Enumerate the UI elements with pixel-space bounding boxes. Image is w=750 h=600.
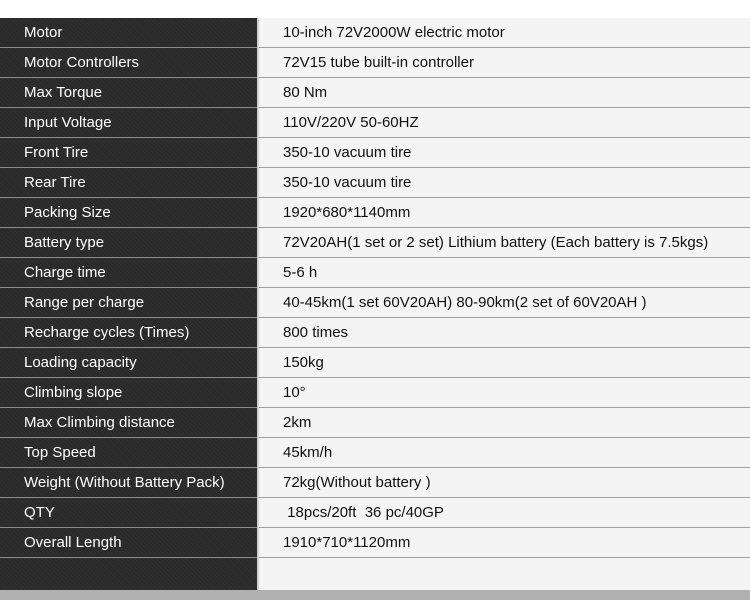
spec-label-motor-controllers: Motor Controllers bbox=[0, 48, 257, 78]
spec-value-max-torque: 80 Nm bbox=[259, 78, 750, 108]
spec-value-recharge-cycles: 800 times bbox=[259, 318, 750, 348]
spec-value-range-per-charge: 40-45km(1 set 60V20AH) 80-90km(2 set of 60V20AH ) bbox=[259, 288, 750, 318]
spec-label-max-torque: Max Torque bbox=[0, 78, 257, 108]
spec-value-weight: 72kg(Without battery ) bbox=[259, 468, 750, 498]
spec-label-weight: Weight (Without Battery Pack) bbox=[0, 468, 257, 498]
spec-table bbox=[0, 18, 750, 590]
spec-value-climbing-slope: 10° bbox=[259, 378, 750, 408]
spec-label-overall-length: Overall Length bbox=[0, 528, 257, 558]
spec-value-front-tire: 350-10 vacuum tire bbox=[259, 138, 750, 168]
bottom-border bbox=[0, 590, 750, 600]
spec-value-packing-size: 1920*680*1140mm bbox=[259, 198, 750, 228]
spec-label-packing-size: Packing Size bbox=[0, 198, 257, 228]
spec-value-input-voltage: 110V/220V 50-60HZ bbox=[259, 108, 750, 138]
spec-label-charge-time: Charge time bbox=[0, 258, 257, 288]
spec-value-charge-time: 5-6 h bbox=[259, 258, 750, 288]
spec-value-top-speed: 45km/h bbox=[259, 438, 750, 468]
spec-value-motor: 10-inch 72V2000W electric motor bbox=[259, 18, 750, 48]
spec-label-max-climbing-distance: Max Climbing distance bbox=[0, 408, 257, 438]
spec-labels-column bbox=[0, 18, 259, 590]
spec-value-qty: 18pcs/20ft 36 pc/40GP bbox=[259, 498, 750, 528]
spec-label-input-voltage: Input Voltage bbox=[0, 108, 257, 138]
spec-label-loading-capacity: Loading capacity bbox=[0, 348, 257, 378]
spec-value-overall-length: 1910*710*1120mm bbox=[259, 528, 750, 558]
top-border bbox=[0, 0, 750, 18]
spec-value-loading-capacity: 150kg bbox=[259, 348, 750, 378]
spec-label-qty: QTY bbox=[0, 498, 257, 528]
spec-label-recharge-cycles: Recharge cycles (Times) bbox=[0, 318, 257, 348]
spec-label-motor: Motor bbox=[0, 18, 257, 48]
spec-label-climbing-slope: Climbing slope bbox=[0, 378, 257, 408]
spec-label-top-speed: Top Speed bbox=[0, 438, 257, 468]
spec-value-rear-tire: 350-10 vacuum tire bbox=[259, 168, 750, 198]
spec-label-front-tire: Front Tire bbox=[0, 138, 257, 168]
spec-value-battery-type: 72V20AH(1 set or 2 set) Lithium battery (Each battery is 7.5kgs) bbox=[259, 228, 750, 258]
spec-value-max-climbing-distance: 2km bbox=[259, 408, 750, 438]
spec-values-column bbox=[259, 18, 750, 590]
spec-label-rear-tire: Rear Tire bbox=[0, 168, 257, 198]
spec-value-motor-controllers: 72V15 tube built-in controller bbox=[259, 48, 750, 78]
spec-label-battery-type: Battery type bbox=[0, 228, 257, 258]
spec-label-range-per-charge: Range per charge bbox=[0, 288, 257, 318]
